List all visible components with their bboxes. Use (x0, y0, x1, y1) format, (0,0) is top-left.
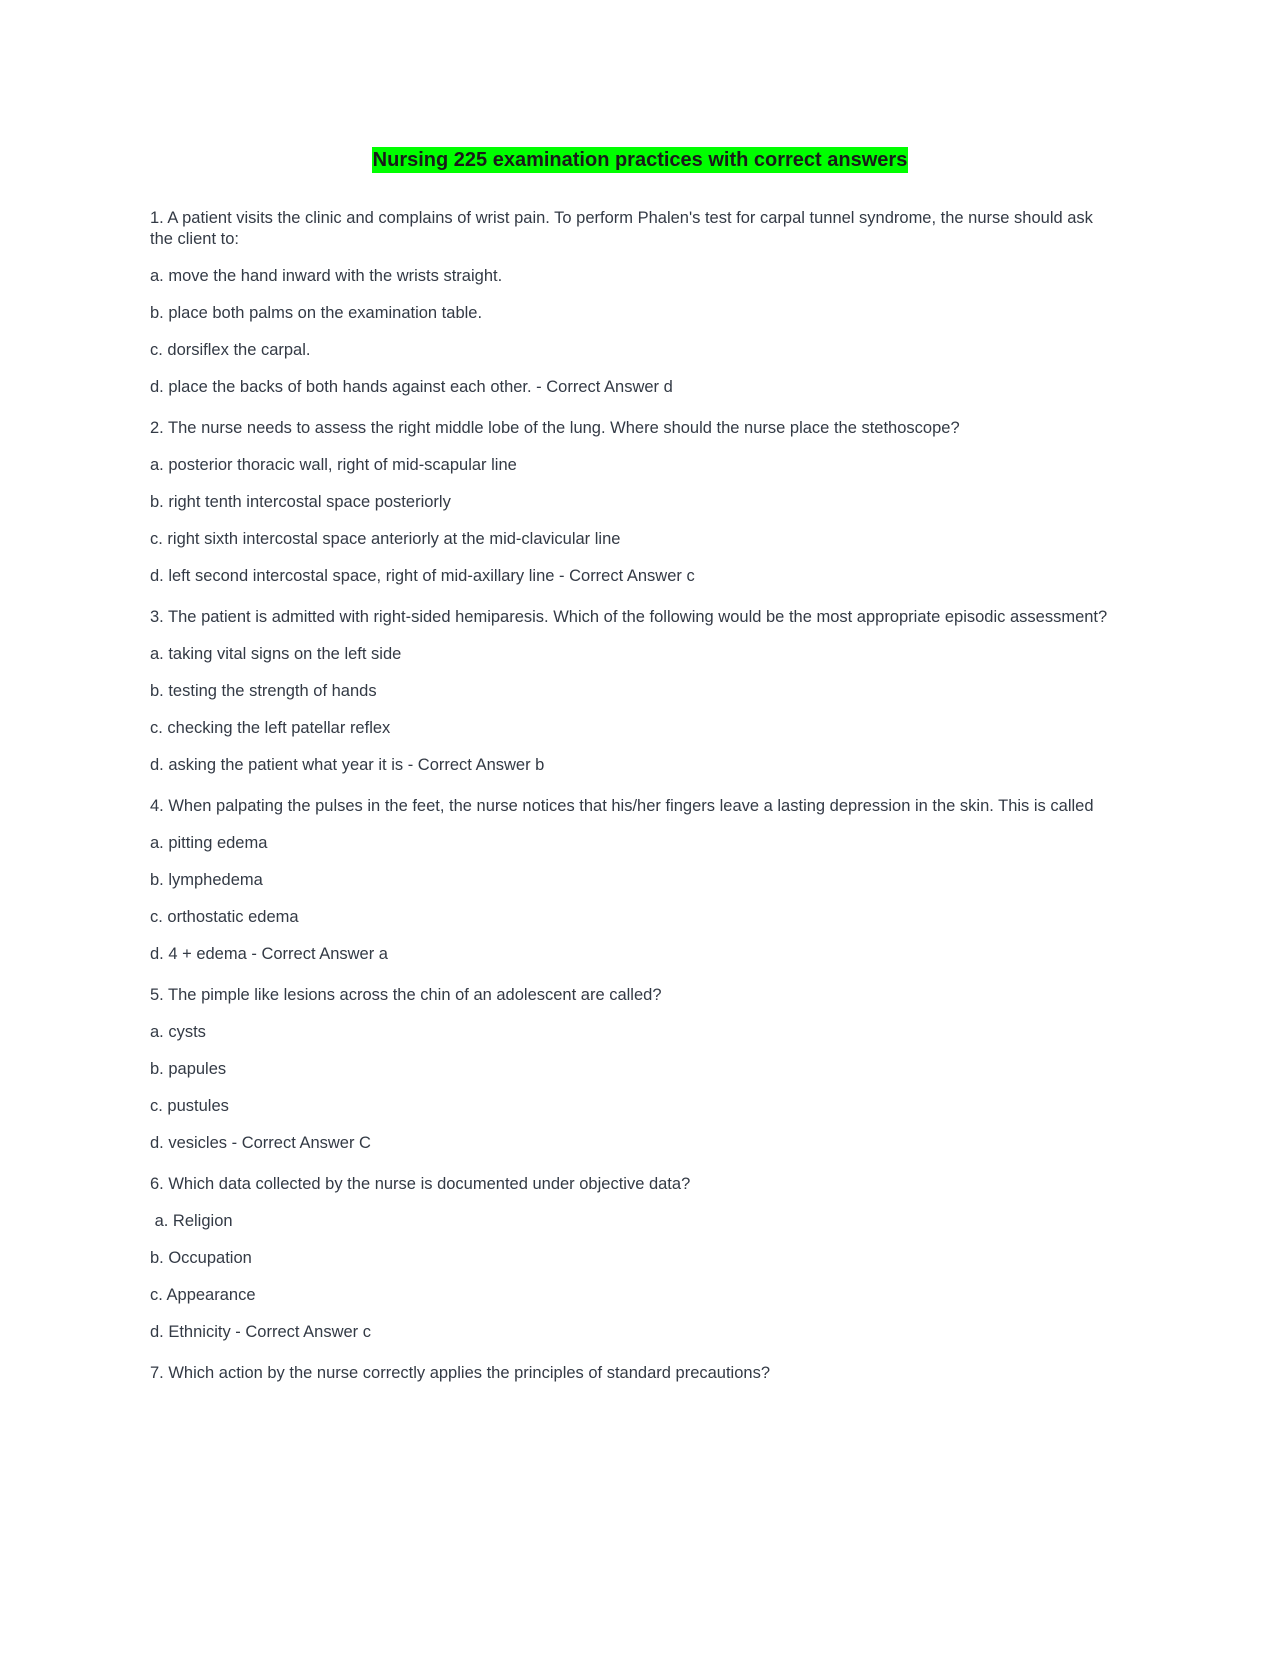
question-text: 3. The patient is admitted with right-sided hemiparesis. Which of the following would be the most appropriate episodic assessment? (150, 608, 1108, 626)
question-text: 6. Which data collected by the nurse is documented under objective data? (150, 1175, 691, 1193)
answer-option: a. Religion (150, 1212, 233, 1230)
answer-option: d. vesicles - Correct Answer C (150, 1134, 371, 1152)
question-text: 1. A patient visits the clinic and complains of wrist pain. To perform Phalen's test for carpal tunnel syndrome, the nurse should ask the client to: (150, 209, 1093, 248)
answer-option: a. posterior thoracic wall, right of mid-scapular line (150, 456, 517, 474)
title-row (0, 147, 1280, 173)
question-text: 2. The nurse needs to assess the right middle lobe of the lung. Where should the nurse place the stethoscope? (150, 419, 960, 437)
answer-option: b. Occupation (150, 1249, 252, 1267)
answer-option: a. move the hand inward with the wrists straight. (150, 267, 503, 285)
answer-option: b. testing the strength of hands (150, 682, 377, 700)
answer-option: c. orthostatic edema (150, 908, 299, 926)
answer-option: b. place both palms on the examination table. (150, 304, 483, 322)
question-text: 4. When palpating the pulses in the feet, the nurse notices that his/her fingers leave a lasting depression in the skin. This is called (150, 797, 1094, 815)
answer-option: d. left second intercostal space, right of mid-axillary line - Correct Answer c (150, 567, 695, 585)
answer-option: c. pustules (150, 1097, 229, 1115)
question-2 (150, 418, 1120, 587)
question-6 (150, 1174, 1120, 1343)
question-1 (150, 208, 1120, 398)
question-text: 7. Which action by the nurse correctly applies the principles of standard precautions? (150, 1364, 770, 1382)
question-7 (150, 1363, 1120, 1384)
question-text: 5. The pimple like lesions across the chin of an adolescent are called? (150, 986, 662, 1004)
question-list (150, 208, 1120, 1400)
answer-option: c. checking the left patellar reflex (150, 719, 391, 737)
answer-option: a. taking vital signs on the left side (150, 645, 402, 663)
answer-option: d. 4 + edema - Correct Answer a (150, 945, 388, 963)
question-3 (150, 607, 1120, 776)
answer-option: d. place the backs of both hands against each other. - Correct Answer d (150, 378, 673, 396)
answer-option: b. lymphedema (150, 871, 263, 889)
answer-option: a. pitting edema (150, 834, 268, 852)
answer-option: d. Ethnicity - Correct Answer c (150, 1323, 371, 1341)
document-title: Nursing 225 examination practices with correct answers (372, 149, 908, 171)
answer-option: b. papules (150, 1060, 227, 1078)
question-4 (150, 796, 1120, 965)
answer-option: c. right sixth intercostal space anteriorly at the mid-clavicular line (150, 530, 621, 548)
answer-option: c. dorsiflex the carpal. (150, 341, 311, 359)
question-5 (150, 985, 1120, 1154)
answer-option: c. Appearance (150, 1286, 256, 1304)
answer-option: b. right tenth intercostal space posteriorly (150, 493, 451, 511)
answer-option: d. asking the patient what year it is - Correct Answer b (150, 756, 545, 774)
answer-option: a. cysts (150, 1023, 206, 1041)
